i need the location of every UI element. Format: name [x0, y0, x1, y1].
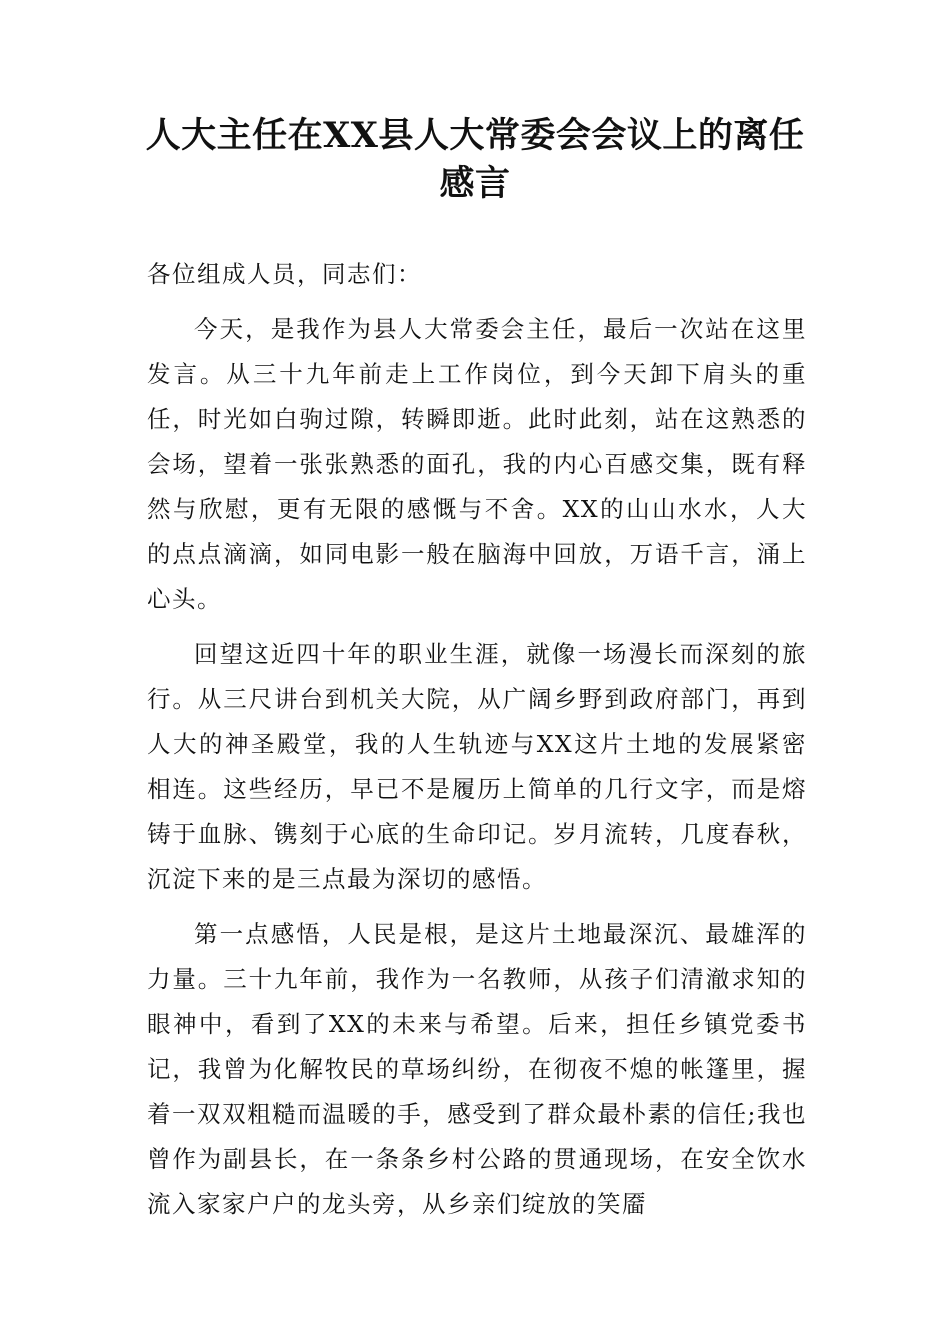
document-title: 人大主任在XX县人大常委会会议上的离任感言	[145, 115, 805, 204]
paragraph-3: 第一点感悟，人民是根，是这片土地最深沉、最雄浑的力量。三十九年前，我作为一名教师，从孩子们清澈求知的眼神中，看到了XX的未来与希望。后来，担任乡镇党委书记，我曾为化解牧民的草场纠纷，在彻夜不熄的帐篷里，握着一双双粗糙而温暖的手，感受到了群众最朴素的信任;我也曾作为副县长，在一条条乡村公路的贯通现场，在安全饮水流入家家户户的龙头旁，从乡亲们绽放的笑靥	[147, 920, 807, 1218]
paragraph-1: 今天，是我作为县人大常委会主任，最后一次站在这里发言。从三十九年前走上工作岗位，到今天卸下肩头的重任，时光如白驹过隙，转瞬即逝。此时此刻，站在这熟悉的会场，望着一张张熟悉的面孔，我的内心百感交集，既有释然与欣慰，更有无限的感慨与不舍。XX的山山水水，人大的点点滴滴，如同电影一般在脑海中回放，万语千言，涌上心头。	[147, 315, 807, 613]
salutation: 各位组成人员，同志们：	[147, 260, 422, 288]
paragraph-2: 回望这近四十年的职业生涯，就像一场漫长而深刻的旅行。从三尺讲台到机关大院，从广阔乡野到政府部门，再到人大的神圣殿堂，我的人生轨迹与XX这片土地的发展紧密相连。这些经历，早已不是履历上简单的几行文字，而是熔铸于血脉、镌刻于心底的生命印记。岁月流转，几度春秋，沉淀下来的是三点最为深切的感悟。	[147, 640, 807, 893]
document-body	[147, 252, 807, 1237]
